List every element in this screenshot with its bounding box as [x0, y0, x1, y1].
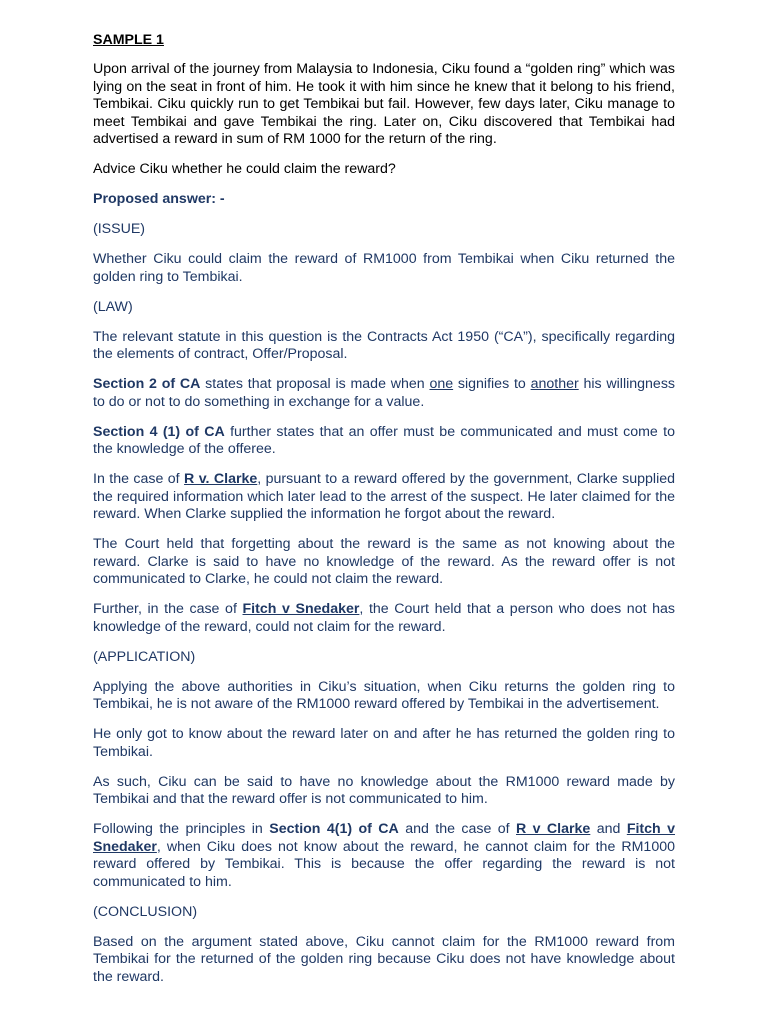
section2-one: one [429, 376, 454, 392]
proposed-answer-heading [93, 191, 675, 209]
court-held-paragraph: The Court held that forgetting about the reward is the same as not knowing about the reward. Clarke is said to have no knowledge of the reward. As the reward offer is not communicated to Clarke, he could not claim the reward. [93, 536, 675, 587]
following-text-1: Following the principles in [93, 821, 270, 837]
application-paragraph-2: He only got to know about the reward later on and after he has returned the golden ring to Tembikai. [93, 726, 675, 760]
application-paragraph-3: As such, Ciku can be said to have no knowledge about the RM1000 reward made by Tembikai and that the reward offer is not communicated to him. [93, 773, 675, 807]
section4-ref: Section 4 (1) of CA [93, 423, 225, 440]
conclusion-paragraph: Based on the argument stated above, Ciku cannot claim for the RM1000 reward from Tembikai for the returned of the golden ring because Ciku does not have knowledge about the reward. [93, 933, 675, 985]
fitch-case-name: Fitch v Snedaker [242, 601, 360, 617]
following-case-fitch: Fitch v Snedaker [93, 821, 675, 855]
section2-text-3: his willingness to do or not to do something in exchange for a value. [93, 376, 676, 410]
conclusion-heading: (CONCLUSION) [93, 903, 198, 920]
section2-text-1: states that proposal is made when [200, 376, 430, 392]
document-title: SAMPLE 1 [93, 32, 164, 48]
clarke-paragraph [93, 471, 675, 524]
section4-paragraph [93, 424, 675, 459]
following-text-4: , when Ciku does not know about the reward, he cannot claim for the RM1000 reward offered by Tembikai. This is because the offer regarding the reward is not communicated to him. [93, 838, 675, 890]
law-heading: (LAW) [93, 298, 133, 315]
section2-another: another [530, 376, 579, 392]
following-text-3: and [590, 821, 627, 837]
section2-paragraph [93, 376, 675, 411]
law-paragraph: The relevant statute in this question is the Contracts Act 1950 (“CA”), specifically regarding the elements of contract, Offer/Proposal. [93, 328, 675, 362]
application-heading: (APPLICATION) [93, 648, 196, 665]
fitch-text-2: , the Court held that a person who does not has knowledge of the reward, could not claim for the reward. [93, 601, 676, 635]
section2-text-2: signifies to [453, 376, 531, 392]
fitch-text-1: Further, in the case of [93, 601, 243, 617]
application-paragraph-1: Applying the above authorities in Ciku’s situation, when Ciku returns the golden ring to Tembikai, he is not aware of the RM1000 reward offered by Tembikai in the advertisement. [93, 678, 675, 712]
document-page [93, 32, 675, 999]
following-section-ref: Section 4(1) of CA [269, 821, 399, 837]
fitch-paragraph [93, 601, 675, 636]
intro-paragraph: Upon arrival of the journey from Malaysia to Indonesia, Ciku found a “golden ring” which was lying on the seat in front of him. He took it with him since he knew that it belong to his friend, Tembikai. Ciku quickly run to get Tembikai but fail. However, few days later, Ciku manage to meet Tembikai and gave Tembikai the ring. Later on, Ciku discovered that Tembikai had advertised a reward in sum of RM 1000 for the return of the ring. [93, 61, 675, 147]
question-paragraph: Advice Ciku whether he could claim the reward? [93, 161, 396, 177]
section2-ref: Section 2 of CA [93, 376, 201, 392]
proposed-answer-label: Proposed answer: - [93, 191, 225, 207]
following-text-2: and the case of [398, 821, 516, 837]
clarke-text-2: , pursuant to a reward offered by the government, Clarke supplied the required information which later lead to the arrest of the suspect. He later claimed for the reward. When Clarke supplied the information he forgot about the reward. [93, 471, 676, 522]
following-paragraph [93, 821, 675, 891]
following-case-clarke: R v Clarke [516, 821, 591, 837]
clarke-text-1: In the case of [93, 471, 185, 487]
section4-text: further states that an offer must be communicated and must come to the knowledge of the offeree. [93, 423, 675, 457]
issue-heading: (ISSUE) [93, 221, 146, 237]
issue-paragraph: Whether Ciku could claim the reward of RM1000 from Tembikai when Ciku returned the golden ring to Tembikai. [93, 251, 675, 285]
clarke-case-name: R v. Clarke [184, 471, 258, 487]
